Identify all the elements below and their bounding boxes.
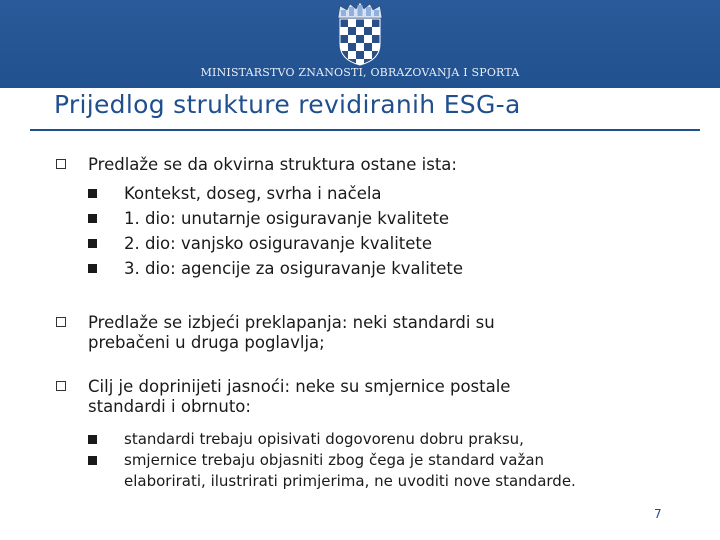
filled-square-bullet-icon bbox=[88, 189, 97, 198]
croatian-coat-of-arms-icon bbox=[332, 2, 388, 66]
sub-bullet-text: standardi trebaju opisivati dogovorenu dobru praksu, bbox=[124, 430, 524, 448]
sub-bullet-text: Kontekst, doseg, svrha i načela bbox=[124, 184, 382, 203]
filled-square-bullet-icon bbox=[88, 456, 97, 465]
bullet-point bbox=[56, 155, 696, 175]
filled-square-bullet-icon bbox=[88, 435, 97, 444]
title-divider bbox=[30, 129, 700, 131]
bullet-block-1 bbox=[56, 155, 696, 281]
bullet-text-line: prebačeni u druga poglavlja; bbox=[88, 333, 325, 352]
hollow-square-bullet-icon bbox=[56, 381, 66, 391]
sub-bullet-text: elaborirati, ilustrirati primjerima, ne uvoditi nove standarde. bbox=[124, 472, 576, 490]
bullet-text-line: Predlaže se izbjeći preklapanja: neki standardi su bbox=[88, 313, 495, 332]
ministry-name: MINISTARSTVO ZNANOSTI, OBRAZOVANJA I SPORTA bbox=[200, 66, 520, 79]
bullet-point bbox=[56, 377, 696, 417]
sub-bullet bbox=[88, 429, 696, 450]
bullet-block-3 bbox=[56, 377, 696, 492]
hollow-square-bullet-icon bbox=[56, 317, 66, 327]
sub-bullet bbox=[88, 450, 696, 492]
sub-bullet bbox=[88, 181, 696, 206]
sub-bullet-text: 3. dio: agencije za osiguravanje kvalitete bbox=[124, 259, 464, 278]
filled-square-bullet-icon bbox=[88, 239, 97, 248]
sub-bullet-text: 1. dio: unutarnje osiguravanje kvalitete bbox=[124, 209, 450, 228]
bullet-text-line: standardi i obrnuto: bbox=[88, 397, 251, 416]
bullet-block-2 bbox=[56, 313, 696, 353]
filled-square-bullet-icon bbox=[88, 264, 97, 273]
bullet-point bbox=[56, 313, 696, 353]
page-number: 7 bbox=[654, 507, 662, 521]
filled-square-bullet-icon bbox=[88, 214, 97, 223]
hollow-square-bullet-icon bbox=[56, 159, 66, 169]
sub-bullet-text: 2. dio: vanjsko osiguravanje kvalitete bbox=[124, 234, 433, 253]
slide-title: Prijedlog strukture revidiranih ESG-a bbox=[54, 90, 521, 119]
header-band bbox=[0, 0, 720, 88]
sub-bullet-text: smjernice trebaju objasniti zbog čega je standard važan bbox=[124, 451, 545, 469]
sub-bullet bbox=[88, 231, 696, 256]
sub-bullet bbox=[88, 256, 696, 281]
bullet-text-line: Cilj je doprinijeti jasnoći: neke su smjernice postale bbox=[88, 377, 511, 396]
sub-bullet bbox=[88, 206, 696, 231]
bullet-text: Predlaže se da okvirna struktura ostane ista: bbox=[88, 155, 457, 174]
